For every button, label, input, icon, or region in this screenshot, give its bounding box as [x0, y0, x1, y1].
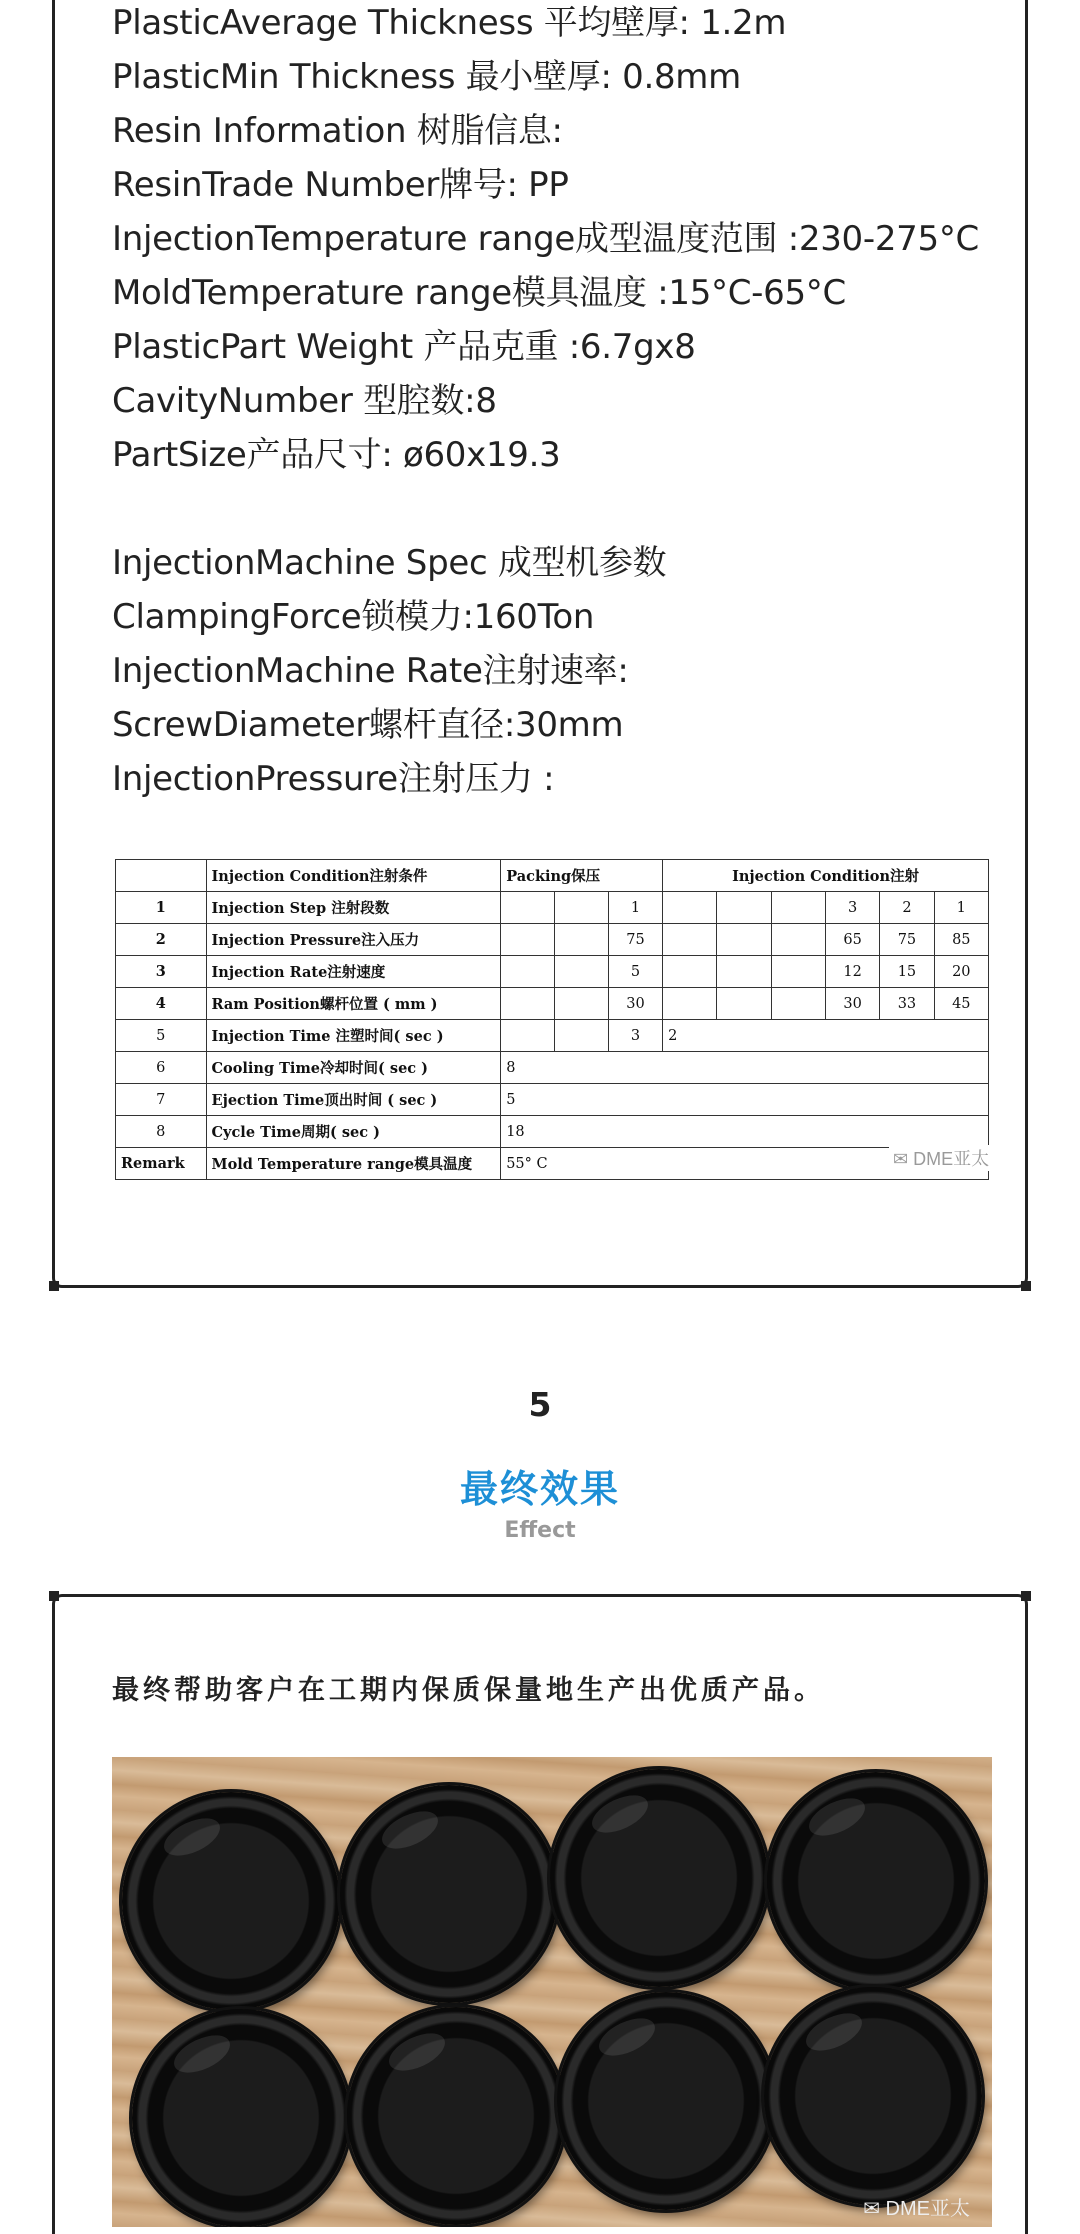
- bottle-cap: [767, 1772, 985, 1990]
- table-cell: [717, 988, 771, 1020]
- table-row: [116, 956, 989, 988]
- spec-line: InjectionTemperature range成型温度范围 :230-275°C: [112, 219, 979, 259]
- table-cell: [501, 988, 554, 1020]
- table-cell: [771, 956, 825, 988]
- product-photo: [112, 1757, 992, 2227]
- table-cell: 30: [608, 988, 662, 1020]
- table-cell: [554, 956, 608, 988]
- table-cell: 12: [825, 956, 879, 988]
- table-cell: 2: [663, 1020, 989, 1052]
- bottle-cap: [764, 1987, 982, 2205]
- spec-line: InjectionPressure注射压力 :: [112, 759, 555, 799]
- table-cell: 75: [880, 924, 934, 956]
- row-label: Injection Step 注射段数: [206, 892, 501, 924]
- table-cell: [663, 892, 717, 924]
- wechat-icon: ✉: [893, 1149, 909, 1169]
- effect-text: 最终帮助客户在工期内保质保量地生产出优质产品。: [112, 1675, 825, 1706]
- spec-line: PlasticMin Thickness 最小壁厚: 0.8mm: [112, 57, 741, 97]
- table-cell: 30: [825, 988, 879, 1020]
- row-label: Injection Rate注射速度: [206, 956, 501, 988]
- table-cell: [771, 924, 825, 956]
- table-cell: [663, 924, 717, 956]
- bottle-cap: [122, 1792, 340, 2010]
- table-cell: 20: [934, 956, 988, 988]
- table-cell: [717, 924, 771, 956]
- spec-line: PlasticAverage Thickness 平均壁厚: 1.2m: [112, 3, 787, 43]
- table-cell: 1: [608, 892, 662, 924]
- row-label: Mold Temperature range模具温度: [206, 1148, 501, 1180]
- table-header-row: [116, 860, 989, 892]
- spec-gap: [112, 482, 992, 536]
- spec-line: CavityNumber 型腔数:8: [112, 381, 497, 421]
- table-cell: [501, 1020, 554, 1052]
- wechat-icon: ✉: [863, 2198, 880, 2220]
- row-number: 6: [116, 1052, 207, 1084]
- corner-mark: [49, 1591, 59, 1601]
- row-number: 4: [116, 988, 207, 1020]
- corner-mark: [1021, 1591, 1031, 1601]
- table-cell: 8: [501, 1052, 989, 1084]
- table-header-packing: Packing保压: [501, 860, 663, 892]
- spec-line: InjectionMachine Rate注射速率:: [112, 651, 629, 691]
- table-row: [116, 892, 989, 924]
- table-cell: [663, 956, 717, 988]
- table-cell: 3: [608, 1020, 662, 1052]
- spec-line: ResinTrade Number牌号: PP: [112, 165, 569, 205]
- row-label: Injection Pressure注入压力: [206, 924, 501, 956]
- row-label: Injection Time 注塑时间( sec ): [206, 1020, 501, 1052]
- corner-mark: [1021, 1281, 1031, 1291]
- table-header-label: Injection Condition注射条件: [206, 860, 501, 892]
- table-cell: [771, 892, 825, 924]
- table-watermark: [889, 1145, 993, 1171]
- bottle-cap: [340, 1785, 558, 2003]
- spec-line: ScrewDiameter螺杆直径:30mm: [112, 705, 624, 745]
- table-cell: [501, 924, 554, 956]
- section-title: 最终效果: [459, 1467, 620, 1511]
- table-cell: [116, 860, 207, 892]
- table-cell: [554, 924, 608, 956]
- table-header-injection: Injection Condition注射: [663, 860, 989, 892]
- section-number: 5: [528, 1385, 552, 1424]
- watermark-text: DME亚太: [913, 1149, 990, 1169]
- table-cell: [554, 1020, 608, 1052]
- table-row: [116, 1020, 989, 1052]
- section-subtitle: Effect: [504, 1518, 576, 1543]
- table-cell: 85: [934, 924, 988, 956]
- spec-line: InjectionMachine Spec 成型机参数: [112, 543, 667, 583]
- row-label: Ejection Time顶出时间 ( sec ): [206, 1084, 501, 1116]
- effect-card: [52, 1594, 1028, 2234]
- spec-card: [52, 0, 1028, 1288]
- table-row: [116, 1084, 989, 1116]
- table-row: [116, 1052, 989, 1084]
- bottle-cap: [557, 1992, 775, 2210]
- table-cell: [501, 892, 554, 924]
- row-number: 3: [116, 956, 207, 988]
- table-cell: 5: [608, 956, 662, 988]
- spec-line: MoldTemperature range模具温度 :15°C-65°C: [112, 273, 846, 313]
- table-cell: 75: [608, 924, 662, 956]
- spec-line: PartSize产品尺寸: ø60x19.3: [112, 435, 561, 475]
- table-cell: [771, 988, 825, 1020]
- table-cell: [663, 988, 717, 1020]
- table-cell: 65: [825, 924, 879, 956]
- row-label: Ram Position螺杆位置 ( mm ): [206, 988, 501, 1020]
- table-cell: [501, 956, 554, 988]
- spec-list: [112, 0, 992, 806]
- table-cell: 18: [501, 1116, 989, 1148]
- injection-condition-table: [115, 859, 989, 1180]
- spec-line: Resin Information 树脂信息:: [112, 111, 563, 151]
- table-cell: [717, 956, 771, 988]
- row-label: Cycle Time周期( sec ): [206, 1116, 501, 1148]
- table-cell: 5: [501, 1084, 989, 1116]
- row-number: 1: [116, 892, 207, 924]
- photo-watermark: [863, 2192, 970, 2221]
- corner-mark: [49, 1281, 59, 1291]
- row-label: Cooling Time冷却时间( sec ): [206, 1052, 501, 1084]
- table-cell: 45: [934, 988, 988, 1020]
- watermark-text: DME亚太: [885, 2198, 970, 2220]
- table-cell: 1: [934, 892, 988, 924]
- table-cell: [554, 988, 608, 1020]
- table-cell: [554, 892, 608, 924]
- table-row: [116, 988, 989, 1020]
- table-cell: [717, 892, 771, 924]
- table-cell: 33: [880, 988, 934, 1020]
- table-cell: 3: [825, 892, 879, 924]
- row-number: 2: [116, 924, 207, 956]
- table-cell: 2: [880, 892, 934, 924]
- row-number: 8: [116, 1116, 207, 1148]
- table-cell: 15: [880, 956, 934, 988]
- table-cell: 55° C: [501, 1148, 989, 1180]
- bottle-cap: [550, 1769, 768, 1987]
- bottle-cap: [132, 2009, 350, 2227]
- bottle-cap: [347, 2007, 565, 2225]
- row-number: 7: [116, 1084, 207, 1116]
- table-row: [116, 1116, 989, 1148]
- table-row: [116, 1148, 989, 1180]
- table-row: [116, 924, 989, 956]
- row-number: Remark: [116, 1148, 207, 1180]
- spec-line: ClampingForce锁模力:160Ton: [112, 597, 595, 637]
- row-number: 5: [116, 1020, 207, 1052]
- spec-line: PlasticPart Weight 产品克重 :6.7gx8: [112, 327, 696, 367]
